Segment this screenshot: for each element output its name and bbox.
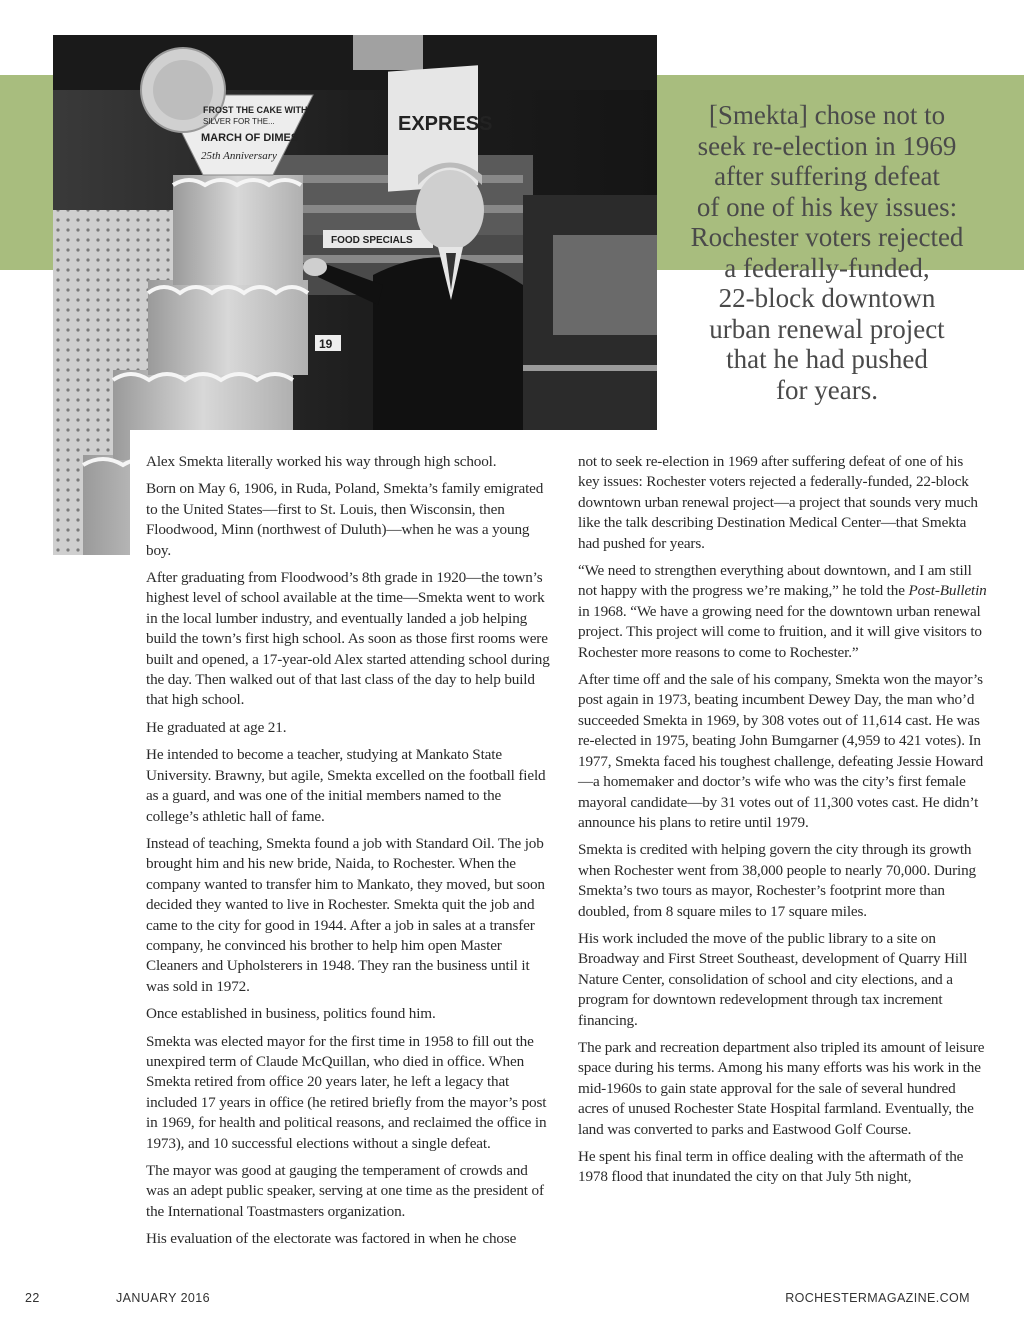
sign-line-1: FROST THE CAKE WITH [203,105,308,115]
website-link[interactable]: ROCHESTERMAGAZINE.COM [785,1291,970,1305]
shelf-sign-text: FOOD SPECIALS [331,235,413,246]
sign-line-2: SILVER FOR THE... [203,117,275,126]
article-paragraph-quote [578,561,988,663]
article-column-right [578,452,988,1195]
article-paragraph: After time off and the sale of his company, Smekta won the mayor’s post again in 1973, beating incumbent Dewey Day, the man who’d succeeded Smekta in 1969, by 308 votes out of 11,614 cast. He was re-elected in 1975, beating John Bumgarner (4,959 to 421 votes). In 1977, Smekta faced his toughest challenge, defeating Jessie Howard—a homemaker and doctor’s wife who was the city’s first female mayoral candidate—by 31 votes out of 11,300 votes cast. He didn’t announce his plans to retire until 1979. [578,671,984,831]
pull-quote-line: a federally-funded, [724,252,930,283]
quote-text-end: in 1968. “We have a growing need for the downtown urban renewal project. This project will come to fruition, and it will give visitors to Rochester more reasons to come to Rochester.” [578,602,982,661]
article-paragraph: Alex Smekta literally worked his way through high school. [146,453,497,470]
pull-quote-line: for years. [776,374,878,405]
article-paragraph: The mayor was good at gauging the temperament of crowds and was an adept public speaker, serving at one time as the president of the International Toastmasters organization. [146,1162,544,1220]
page-number: 22 [25,1291,40,1305]
article-column-left [146,452,552,1257]
pull-quote-line: [Smekta] chose not to [708,100,946,130]
article-paragraph: He graduated at age 21. [146,718,287,736]
article-paragraph: His evaluation of the electorate was factored in when he chose [146,1230,517,1248]
pull-quote [662,100,992,405]
article-paragraph: Once established in business, politics found him. [146,1005,436,1023]
pull-quote-line: of one of his key issues: [696,191,958,222]
pull-quote-line: urban renewal project [709,313,945,344]
sign-line-3: MARCH OF DIMES [201,132,299,144]
express-sign-text: EXPRESS [398,113,493,135]
article-paragraph: Instead of teaching, Smekta found a job with Standard Oil. The job brought him and his new bride, Naida, to Rochester. When the company wanted to transfer him to Mankato, they moved, but soon decided they wanted to live in Rochester. Smekta quit the job and came to the city for good in 1944. After a job in sales at a transfer company, he convinced his brother to help him open Master Cleaners and Upholsterers in 1948. They ran the business until it was sold in 1972. [146,834,545,995]
pull-quote-line: Rochester voters rejected [690,222,964,252]
article-paragraph: His work included the move of the public library to a site on Broadway and First Street Southeast, development of Quarry Hill Nature Center, consolidation of school and city elections, and a program for downtown redevelopment through tax increment financing. [578,929,968,1029]
pull-quote-line: 22-block downtown [718,283,936,313]
sign-line-4: 25th Anniversary [201,150,277,162]
quote-text-start: “We need to strengthen everything about downtown, and I am still not happy with the progress we’re making,” he told the [578,562,972,600]
issue-date: JANUARY 2016 [116,1291,210,1305]
article-paragraph: After graduating from Floodwood’s 8th grade in 1920—the town’s highest level of school available at the time—Smekta went to work in the local lumber industry, and eventually landed a job helping build the town’s first high school. As soon as those first rooms were built and opened, a 17-year-old Alex started attending school during the day. Then walked out of that last class of the day to help build that high school. [146,569,550,709]
price-tag-text: 19 [319,337,333,351]
pull-quote-line: after suffering defeat [714,161,940,191]
article-paragraph: Born on May 6, 1906, in Ruda, Poland, Smekta’s family emigrated to the United States—first to St. Louis, then Wisconsin, then Floodwood, Minn (northwest of Duluth)—when he was a young boy. [146,480,544,559]
article-paragraph: He spent his final term in office dealing with the aftermath of the 1978 flood that inundated the city on that July 5th night, [578,1148,964,1186]
article-paragraph: He intended to become a teacher, studying at Mankato State University. Brawny, but agile, Smekta excelled on the football field as a guard, and was one of the initial members named to the college’s athletic hall of fame. [146,746,546,825]
publication-name: Post-Bulletin [908,582,987,600]
article-paragraph: The park and recreation department also tripled its amount of leisure space during his terms. Among his many efforts was his work in the mid-1960s to gain state approval for the sale of several hundred acres of unused Rochester State Hospital farmland. Eventually, the land was converted to parks and Eastwood Golf Course. [578,1038,985,1138]
article-paragraph: not to seek re-election in 1969 after suffering defeat of one of his key issues: Rochester voters rejected a federally-funded, 22-block downtown urban renewal project—a project that sounds very much like the talk describing Destination Medical Center—that Smekta had pushed for years. [578,453,978,552]
article-paragraph: Smekta is credited with helping govern the city through its growth when Rochester went from 38,000 people to nearly 70,000. During Smekta’s two tours as mayor, Rochester’s footprint more than doubled, from 8 square miles to 17 square miles. [578,841,976,920]
pull-quote-line: that he had pushed [726,344,928,374]
pull-quote-line: seek re-election in 1969 [697,130,957,161]
article-paragraph: Smekta was elected mayor for the first time in 1958 to fill out the unexpired term of Claude McQuillan, who died in office. When Smekta retired from office 20 years later, he left a legacy that included 17 years in office (he retired briefly from the mayor’s post in 1969, for health and political reasons, and reclaimed the office in 1973), and 10 successful elections without a single defeat. [146,1032,547,1152]
